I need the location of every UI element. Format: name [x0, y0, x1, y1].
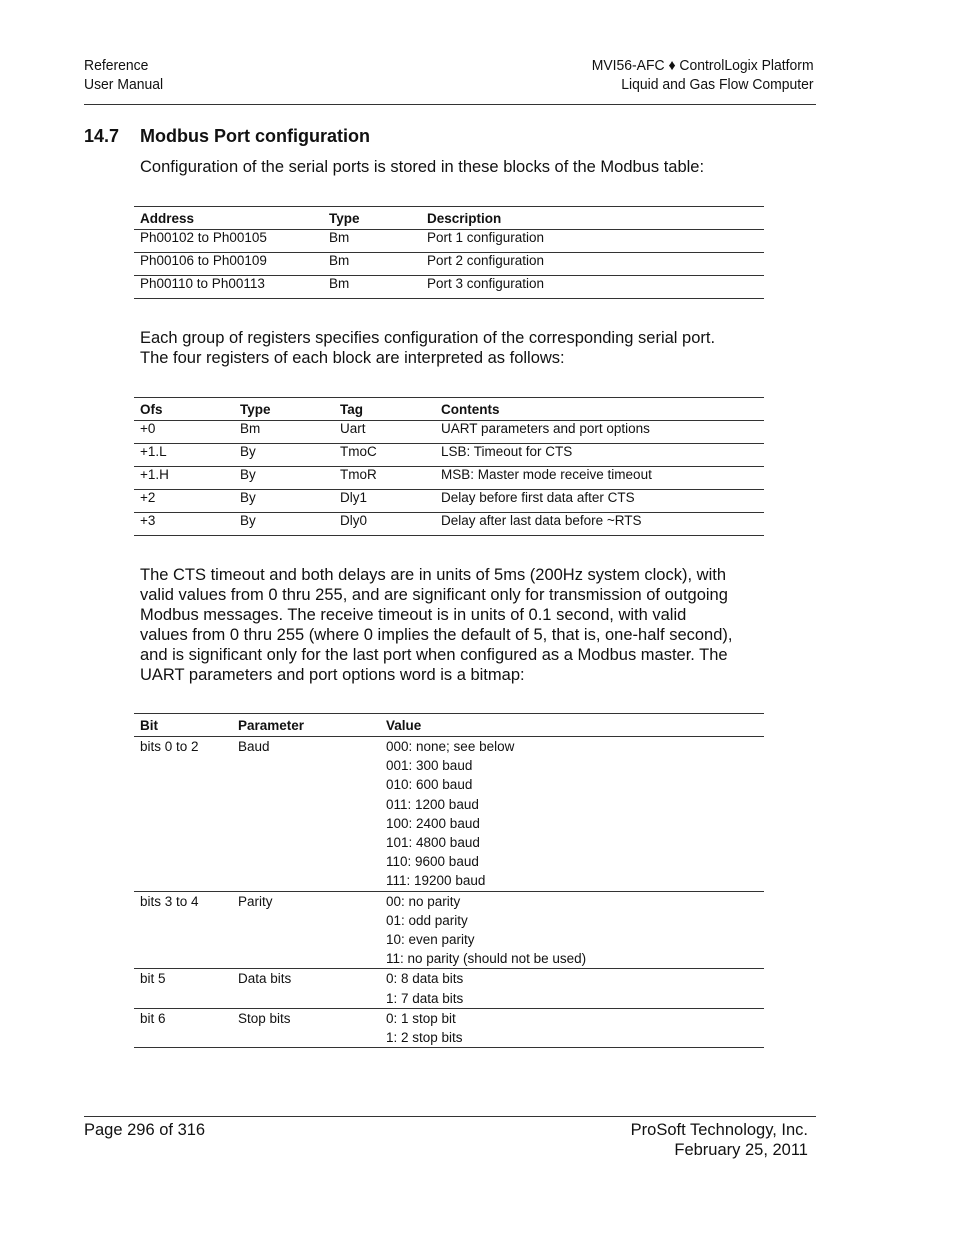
column-header: Address — [134, 207, 323, 230]
table-cell: By — [234, 444, 334, 467]
table-cell: +2 — [134, 490, 234, 513]
value-line: 110: 9600 baud — [386, 854, 479, 870]
value-line: 00: no parity — [386, 893, 461, 909]
register-layout-table — [134, 397, 764, 536]
table-cell: Bm — [323, 253, 421, 276]
value-line: 0: 1 stop bit — [386, 1010, 456, 1026]
footer-company: ProSoft Technology, Inc. — [630, 1121, 808, 1139]
table-cell: +3 — [134, 513, 234, 536]
section-number: 14.7 — [84, 126, 120, 146]
table-row — [134, 230, 764, 253]
column-header: Type — [323, 207, 421, 230]
table-cell: Port 1 configuration — [421, 230, 764, 253]
table-row — [134, 444, 764, 467]
value-line: 111: 19200 baud — [386, 873, 486, 889]
table-cell: bit 6 — [134, 1008, 232, 1047]
paragraph-line: The CTS timeout and both delays are in units of 5ms (200Hz system clock), with — [140, 566, 726, 584]
table-cell: bits 3 to 4 — [134, 891, 232, 969]
table-row — [134, 276, 764, 299]
table-row — [134, 253, 764, 276]
header-reference: Reference — [84, 57, 149, 74]
header-product-subtitle: Liquid and Gas Flow Computer — [621, 76, 814, 93]
table-cell: UART parameters and port options — [435, 421, 764, 444]
table-cell: Bm — [323, 230, 421, 253]
value-line: 0: 8 data bits — [386, 971, 464, 987]
value-line: 010: 600 baud — [386, 777, 473, 793]
table-cell: bit 5 — [134, 969, 232, 1008]
table-header-row — [134, 714, 764, 737]
value-line: 101: 4800 baud — [386, 835, 480, 851]
footer-page-number: Page 296 of 316 — [84, 1121, 206, 1139]
table-cell: Uart — [334, 421, 435, 444]
footer-divider — [84, 1116, 816, 1117]
table-cell: bits 0 to 2 — [134, 737, 232, 892]
table-cell: Bm — [323, 276, 421, 299]
column-header: Description — [421, 207, 764, 230]
table-row — [134, 467, 764, 490]
table-cell — [380, 969, 764, 1008]
intro-text: Configuration of the serial ports is stored in these blocks of the Modbus table: — [140, 158, 705, 176]
column-header: Parameter — [232, 714, 380, 737]
section-title: Modbus Port configuration — [140, 126, 370, 146]
table-cell: Baud — [232, 737, 380, 892]
table-row — [134, 1008, 764, 1047]
paragraph-line: values from 0 thru 255 (where 0 implies the default of 5, that is, one-half second), — [140, 626, 733, 644]
paragraph-line: valid values from 0 thru 255, and are significant only for transmission of outgoing — [140, 586, 728, 604]
table-cell — [380, 891, 764, 969]
paragraph-line: The four registers of each block are interpreted as follows: — [140, 349, 565, 367]
column-header: Contents — [435, 398, 764, 421]
header-divider — [84, 104, 816, 105]
table-row — [134, 490, 764, 513]
value-line: 000: none; see below — [386, 739, 515, 754]
uart-bitmap-table — [134, 713, 764, 1048]
page-header-right — [592, 56, 814, 94]
column-header: Tag — [334, 398, 435, 421]
column-header: Value — [380, 714, 764, 737]
table-header-row — [134, 207, 764, 230]
table-cell: By — [234, 490, 334, 513]
value-line: 100: 2400 baud — [386, 815, 480, 831]
table-cell: Delay after last data before ~RTS — [435, 513, 764, 536]
table-cell: LSB: Timeout for CTS — [435, 444, 764, 467]
value-line: 1: 7 data bits — [386, 990, 464, 1006]
column-header: Ofs — [134, 398, 234, 421]
paragraph-line: and is significant only for the last port when configured as a Modbus master. The — [140, 646, 728, 664]
table-row — [134, 969, 764, 1008]
paragraph-line: Modbus messages. The receive timeout is in units of 0.1 second, with valid — [140, 606, 687, 624]
column-header: Type — [234, 398, 334, 421]
column-header: Bit — [134, 714, 232, 737]
port-config-address-table — [134, 206, 764, 299]
table-row — [134, 737, 764, 892]
table-cell: Stop bits — [232, 1008, 380, 1047]
registers-paragraph — [140, 328, 780, 368]
paragraph-line: Each group of registers specifies configuration of the corresponding serial port. — [140, 329, 716, 347]
table-cell: Delay before first data after CTS — [435, 490, 764, 513]
value-line: 011: 1200 baud — [386, 796, 479, 812]
value-line: 11: no parity (should not be used) — [386, 951, 587, 967]
table-cell: Port 3 configuration — [421, 276, 764, 299]
table-header-row — [134, 398, 764, 421]
table-cell — [380, 737, 764, 892]
table-cell — [380, 1008, 764, 1047]
intro-paragraph — [140, 157, 780, 177]
table-cell: TmoR — [334, 467, 435, 490]
table-cell: Dly0 — [334, 513, 435, 536]
table-cell: MSB: Master mode receive timeout — [435, 467, 764, 490]
table-cell: Ph00106 to Ph00109 — [134, 253, 323, 276]
section-heading — [84, 126, 370, 147]
header-user-manual: User Manual — [84, 76, 164, 93]
value-line: 01: odd parity — [386, 912, 468, 928]
table-cell: Parity — [232, 891, 380, 969]
page-header-left — [84, 56, 163, 94]
header-product: MVI56-AFC ♦ ControlLogix Platform — [592, 57, 814, 74]
table-cell: TmoC — [334, 444, 435, 467]
timeout-paragraph — [140, 565, 780, 685]
table-row — [134, 421, 764, 444]
table-cell: Bm — [234, 421, 334, 444]
value-line: 1: 2 stop bits — [386, 1030, 463, 1046]
value-line: 001: 300 baud — [386, 758, 473, 774]
table-row — [134, 513, 764, 536]
table-cell: Data bits — [232, 969, 380, 1008]
table-cell: By — [234, 467, 334, 490]
footer-right — [631, 1120, 808, 1160]
table-cell: Dly1 — [334, 490, 435, 513]
table-cell: +1.L — [134, 444, 234, 467]
table-cell: Ph00102 to Ph00105 — [134, 230, 323, 253]
table-cell: By — [234, 513, 334, 536]
table-cell: Port 2 configuration — [421, 253, 764, 276]
footer-date: February 25, 2011 — [674, 1141, 808, 1159]
table-cell: Ph00110 to Ph00113 — [134, 276, 323, 299]
paragraph-line: UART parameters and port options word is a bitmap: — [140, 666, 525, 684]
table-cell: +1.H — [134, 467, 234, 490]
table-row — [134, 891, 764, 969]
value-line: 10: even parity — [386, 932, 475, 948]
table-cell: +0 — [134, 421, 234, 444]
